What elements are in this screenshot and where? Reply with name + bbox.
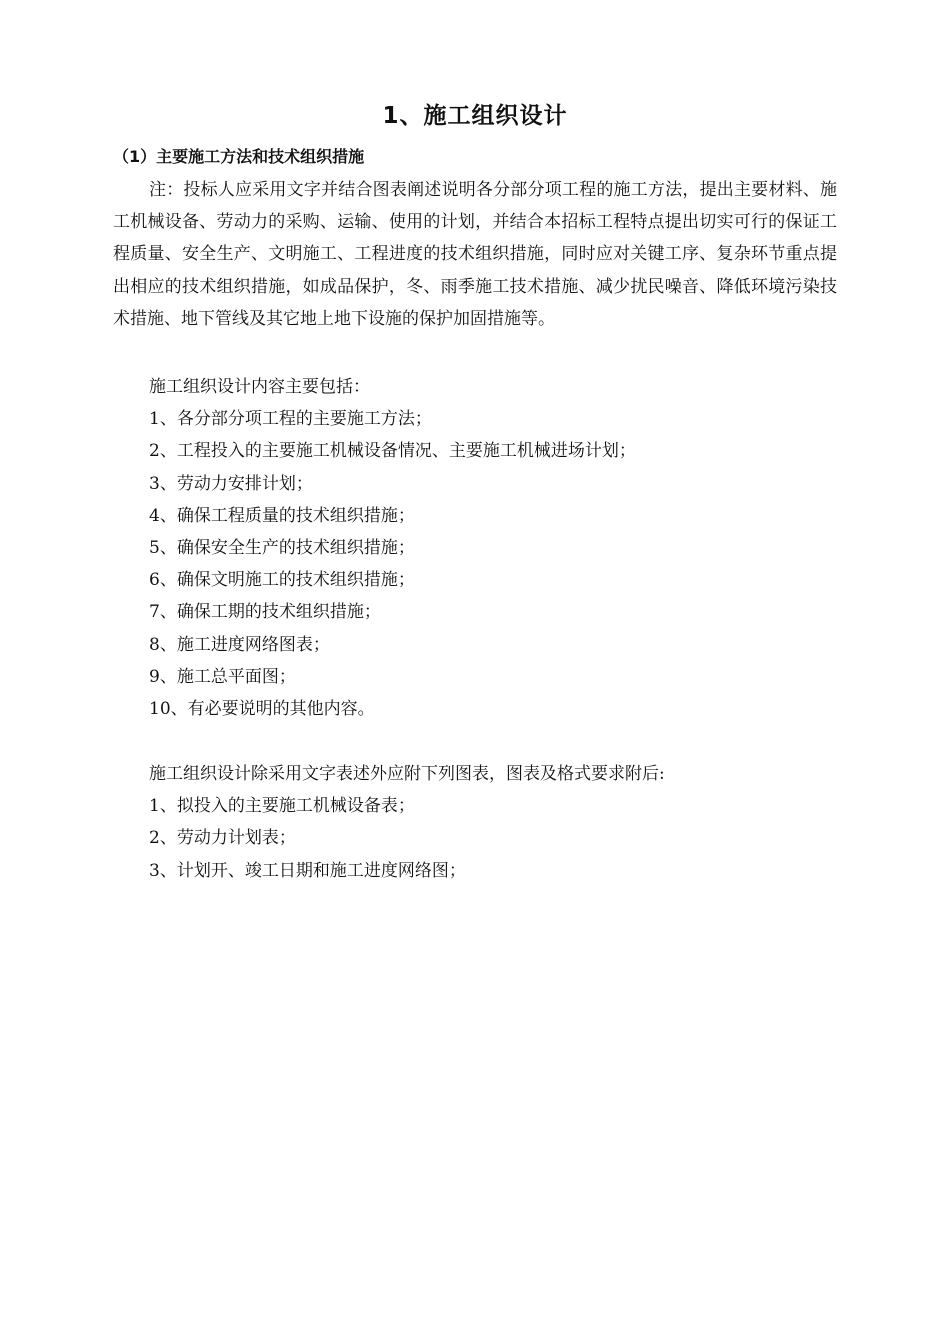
content-list-item: 6、确保文明施工的技术组织措施； [149,570,415,591]
page-title: 1、施工组织设计 [382,103,568,129]
content-list-item: 8、施工进度网络图表； [149,634,330,655]
content-list-item: 1、各分部分项工程的主要施工方法； [149,409,432,430]
attachment-list-item: 施工组织设计除采用文字表述外应附下列图表，图表及格式要求附后: [149,764,665,784]
attachment-list-item: 1、拟投入的主要施工机械设备表； [149,796,415,817]
content-list-item: 5、确保安全生产的技术组织措施； [149,538,415,559]
attachment-list [149,758,839,887]
attachment-list-item: 3、计划开、竣工日期和施工进度网络图； [149,860,466,881]
content-list-item: 2、工程投入的主要施工机械设备情况、主要施工机械进场计划； [149,441,636,462]
content-list-item: 7、确保工期的技术组织措施； [149,602,381,623]
content-list-item: 9、施工总平面图； [149,666,296,687]
content-list-item: 4、确保工程质量的技术组织措施； [149,505,415,526]
content-list [149,371,839,725]
content-list-item: 3、劳动力安排计划； [149,473,313,494]
attachment-list-item: 2、劳动力计划表； [149,828,296,849]
note-paragraph: 注：投标人应采用文字并结合图表阐述说明各分部分项工程的施工方法，提出主要材料、施工机械设备、劳动力的采购、运输、使用的计划，并结合本招标工程特点提出切实可行的保证工程质量、安全生产、文明施工、工程进度的技术组织措施，同时应对关键工序、复杂环节重点提出相应的技术组织措施，如成品保护，冬、雨季施工技术措施、减少扰民噪音、降低环境污染技术措施、地下管线及其它地上地下设施的保护加固措施等。 [113,180,837,329]
content-list-item: 10、有必要说明的其他内容。 [149,699,375,720]
content-list-item: 施工组织设计内容主要包括： [149,377,370,397]
section-heading: （1）主要施工方法和技术组织措施 [113,147,365,166]
